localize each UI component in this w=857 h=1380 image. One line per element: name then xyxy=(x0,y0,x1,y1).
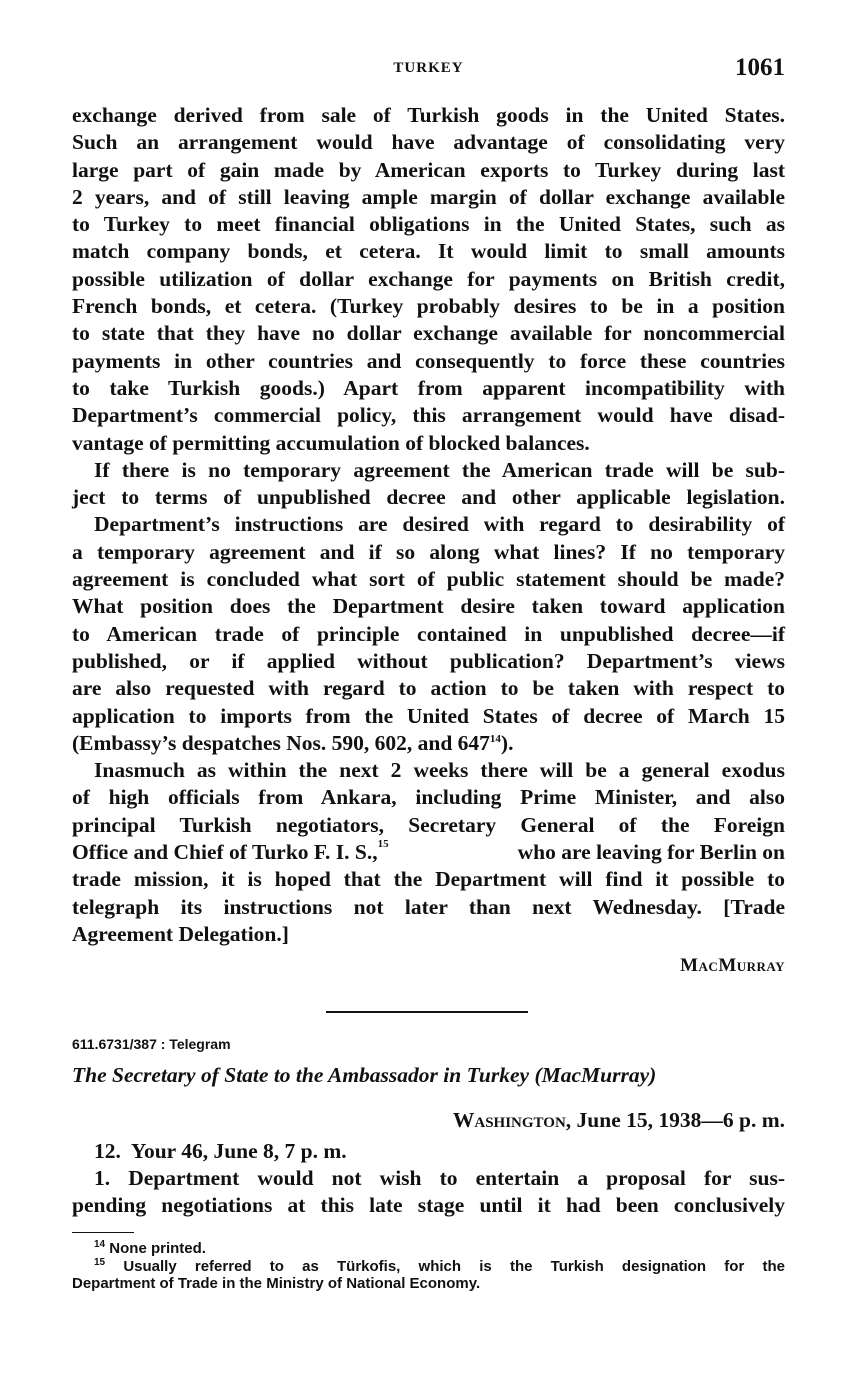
paragraph-3 xyxy=(72,511,785,757)
footnote-mark: 15 xyxy=(94,1256,106,1268)
text-line: to American trade of principle contained in unpublished decree—if xyxy=(72,621,785,646)
footnote-15 xyxy=(72,1258,785,1276)
text-line: 12. Your 46, June 8, 7 p. m. xyxy=(94,1138,347,1163)
paragraph-4 xyxy=(72,757,785,948)
text-segment: Office and Chief of Turko F. I. S., xyxy=(72,840,378,865)
text-segment: (Embassy’s despatches Nos. 590, 602, and 647 xyxy=(72,730,490,755)
text-line: exchange derived from sale of Turkish goods in the United States. xyxy=(72,103,785,127)
footnote-text: None printed. xyxy=(105,1240,206,1257)
text-line: agreement is concluded what sort of public statement should be made? xyxy=(72,567,785,592)
text-line: If there is no temporary agreement the American trade will be sub- xyxy=(94,457,785,482)
text-line: 2 years, and of still leaving ample margin of dollar exchange available xyxy=(72,184,785,209)
page-header xyxy=(72,54,785,86)
dateline-date: June 15, 1938—6 p. m. xyxy=(571,1107,785,1132)
text-line: to state that they have no dollar exchange available for noncommercial xyxy=(72,321,785,346)
text-line: telegraph its instructions not later than next Wednesday. [Trade xyxy=(72,894,785,919)
paragraph-2 xyxy=(72,457,785,512)
footnote-text: Usually referred to as Türkofis, which is the Turkish designation for the xyxy=(105,1257,785,1275)
paragraph-numbered-1 xyxy=(72,1165,785,1220)
signature: MacMurray xyxy=(680,955,785,977)
text-line xyxy=(72,730,785,757)
text-line: published, or if applied without publication? Department’s views xyxy=(72,648,785,673)
text-segment: who are leaving for Berlin on xyxy=(512,840,785,865)
file-reference: 611.6731/387 : Telegram xyxy=(72,1035,231,1052)
footnote-ref-14[interactable]: 14 xyxy=(489,732,501,745)
text-line: Department’s commercial policy, this arrangement would have disad- xyxy=(72,403,785,428)
footnote-14 xyxy=(72,1240,785,1258)
text-line: ject to terms of unpublished decree and other applicable legislation. xyxy=(72,485,785,510)
text-line: match company bonds, et cetera. It would limit to small amounts xyxy=(72,239,785,264)
text-line: Inasmuch as within the next 2 weeks there will be a general exodus xyxy=(94,758,785,783)
text-line: Department’s instructions are desired with regard to desirability of xyxy=(94,512,785,537)
footnote-mark: 14 xyxy=(94,1239,106,1250)
text-line: Such an arrangement would have advantage of consolidating very xyxy=(72,130,785,155)
text-line: a temporary agreement and if so along what lines? If no temporary xyxy=(72,539,785,564)
text-line: application to imports from the United States of decree of March 15 xyxy=(72,703,785,728)
document-title: The Secretary of State to the Ambassador in Turkey (MacMurray) xyxy=(72,1062,657,1087)
text-line: are also requested with regard to action to be taken with respect to xyxy=(72,676,785,701)
section-divider xyxy=(72,980,785,1034)
text-line: payments in other countries and consequently to force these countries xyxy=(72,348,785,373)
text-line: 1. Department would not wish to entertain a proposal for sus- xyxy=(94,1166,785,1191)
text-line: What position does the Department desire taken toward application xyxy=(72,594,785,619)
body-text xyxy=(72,102,785,1220)
footnote-15-continuation: Department of Trade in the Ministry of National Economy. xyxy=(72,1275,481,1292)
dateline-place: Washington, xyxy=(452,1107,572,1132)
footnote-separator xyxy=(72,1232,134,1233)
text-segment: ). xyxy=(500,730,514,755)
text-line: French bonds, et cetera. (Turkey probably desires to be in a position xyxy=(72,294,785,319)
text-line: of high officials from Ankara, including Prime Minister, and also xyxy=(72,785,785,810)
paragraph-1 xyxy=(72,102,785,457)
text-line: possible utilization of dollar exchange for payments on British credit, xyxy=(72,266,785,291)
text-line: to Turkey to meet financial obligations in the United States, such as xyxy=(72,212,785,237)
paragraph-12 xyxy=(72,1138,785,1165)
text-line: vantage of permitting accumulation of blocked balances. xyxy=(72,430,590,455)
text-line: to take Turkish goods.) Apart from apparent incompatibility with xyxy=(72,375,785,400)
divider-rule xyxy=(326,1011,528,1013)
dateline xyxy=(72,1107,785,1134)
footnote-ref-15[interactable]: 15 xyxy=(377,838,389,851)
text-line: Agreement Delegation.] xyxy=(72,921,289,946)
page-number: 1061 xyxy=(735,54,785,81)
running-title: TURKEY xyxy=(393,60,464,76)
text-line: trade mission, it is hoped that the Department will find it possible to xyxy=(72,867,785,892)
text-line: pending negotiations at this late stage until it had been conclusively xyxy=(72,1193,785,1218)
text-line: principal Turkish negotiators, Secretary General of the Foreign xyxy=(72,812,785,837)
text-line: large part of gain made by American exports to Turkey during last xyxy=(72,157,785,182)
footnotes xyxy=(72,1240,785,1293)
text-line xyxy=(72,839,785,866)
